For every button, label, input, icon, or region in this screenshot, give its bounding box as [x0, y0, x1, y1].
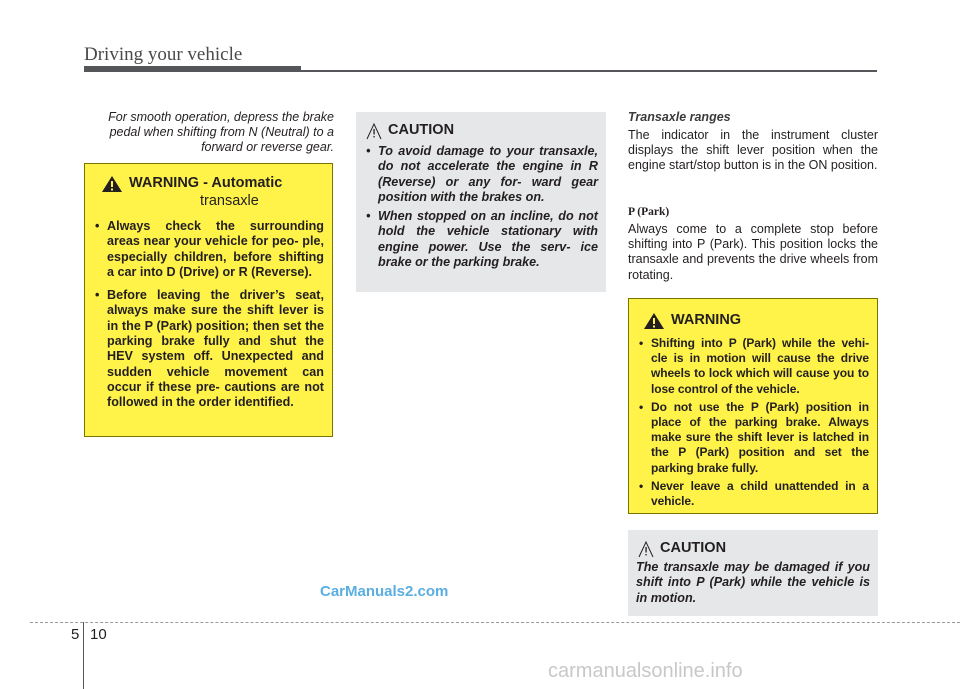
caution-title-text: CAUTION	[660, 540, 727, 556]
caution-triangle-icon	[636, 540, 656, 558]
footer-rule	[30, 622, 960, 623]
list-item: • Before leaving the driver’s seat, always make sure the shift lever is in the P (Park) position; then set the parking brake fully and shut the HEV system off. Unexpected and sudden vehicle movement can occur if these pre- cautions are not followed in the order identified.	[93, 288, 324, 410]
warning-list	[637, 336, 869, 509]
caution-list	[364, 144, 598, 270]
warning-triangle-icon	[101, 175, 123, 193]
caution-text: The transaxle may be damaged if you shift into P (Park) while the vehicle is in motion.	[636, 560, 870, 605]
warning-automatic-transaxle-box	[84, 163, 333, 437]
warning-title-text: WARNING	[671, 312, 742, 328]
watermark-link[interactable]: CarManuals2.com	[320, 583, 449, 600]
warning-title	[93, 175, 324, 193]
chapter-number: 5	[71, 626, 80, 643]
list-item: • Never leave a child unattended in a vehicle.	[637, 479, 869, 509]
park-body: Always come to a complete stop before shifting into P (Park). This position locks the transaxle and prevents the drive wheels from rotating.	[628, 222, 878, 282]
section-title: Transaxle ranges	[628, 110, 731, 124]
header-rule-thin	[301, 70, 877, 72]
intro-paragraph: For smooth operation, depress the brake pedal when shifting from N (Neutral) to a forward or reverse gear.	[108, 110, 334, 154]
watermark-bottom: carmanualsonline.info	[548, 660, 743, 682]
park-heading: P (Park)	[628, 206, 670, 218]
warning-triangle-icon	[643, 312, 665, 330]
warning-park-box	[628, 298, 878, 514]
caution-title-text: CAUTION	[388, 122, 455, 138]
warning-title-text: WARNING - Automatic	[129, 175, 283, 191]
caution-box-1	[356, 112, 606, 292]
header-rule-thick	[84, 66, 301, 72]
list-item: • When stopped on an incline, do not hold the vehicle stationary with engine power. Use the serv- ice brake or the parking brake.	[364, 209, 598, 270]
warning-title-sub: transaxle	[200, 193, 259, 209]
list-item: • Do not use the P (Park) position in place of the parking brake. Always make sure the shift lever is latched in the P (Park) position and set the parking brake fully.	[637, 400, 869, 476]
caution-triangle-icon	[364, 122, 384, 140]
page-header-title: Driving your vehicle	[84, 44, 243, 65]
list-item: • Shifting into P (Park) while the vehi- cle is in motion will cause the drive wheels to lock which will cause you to lose control of the vehicle.	[637, 336, 869, 397]
list-item: • To avoid damage to your transaxle, do not accelerate the engine in R (Reverse) or any for- ward gear position with the brakes on.	[364, 144, 598, 205]
caution-title	[364, 122, 598, 140]
page-number: 10	[90, 626, 107, 643]
footer-divider	[83, 622, 84, 689]
list-item: • Always check the surrounding areas near your vehicle for peo- ple, especially children, before shifting a car into D (Drive) or R (Reverse).	[93, 219, 324, 280]
caution-title	[636, 540, 870, 558]
caution-box-2	[628, 530, 878, 616]
warning-title	[637, 312, 869, 330]
section-body: The indicator in the instrument cluster displays the shift lever position when the engine start/stop button is in the ON position.	[628, 128, 878, 173]
warning-list	[93, 219, 324, 411]
